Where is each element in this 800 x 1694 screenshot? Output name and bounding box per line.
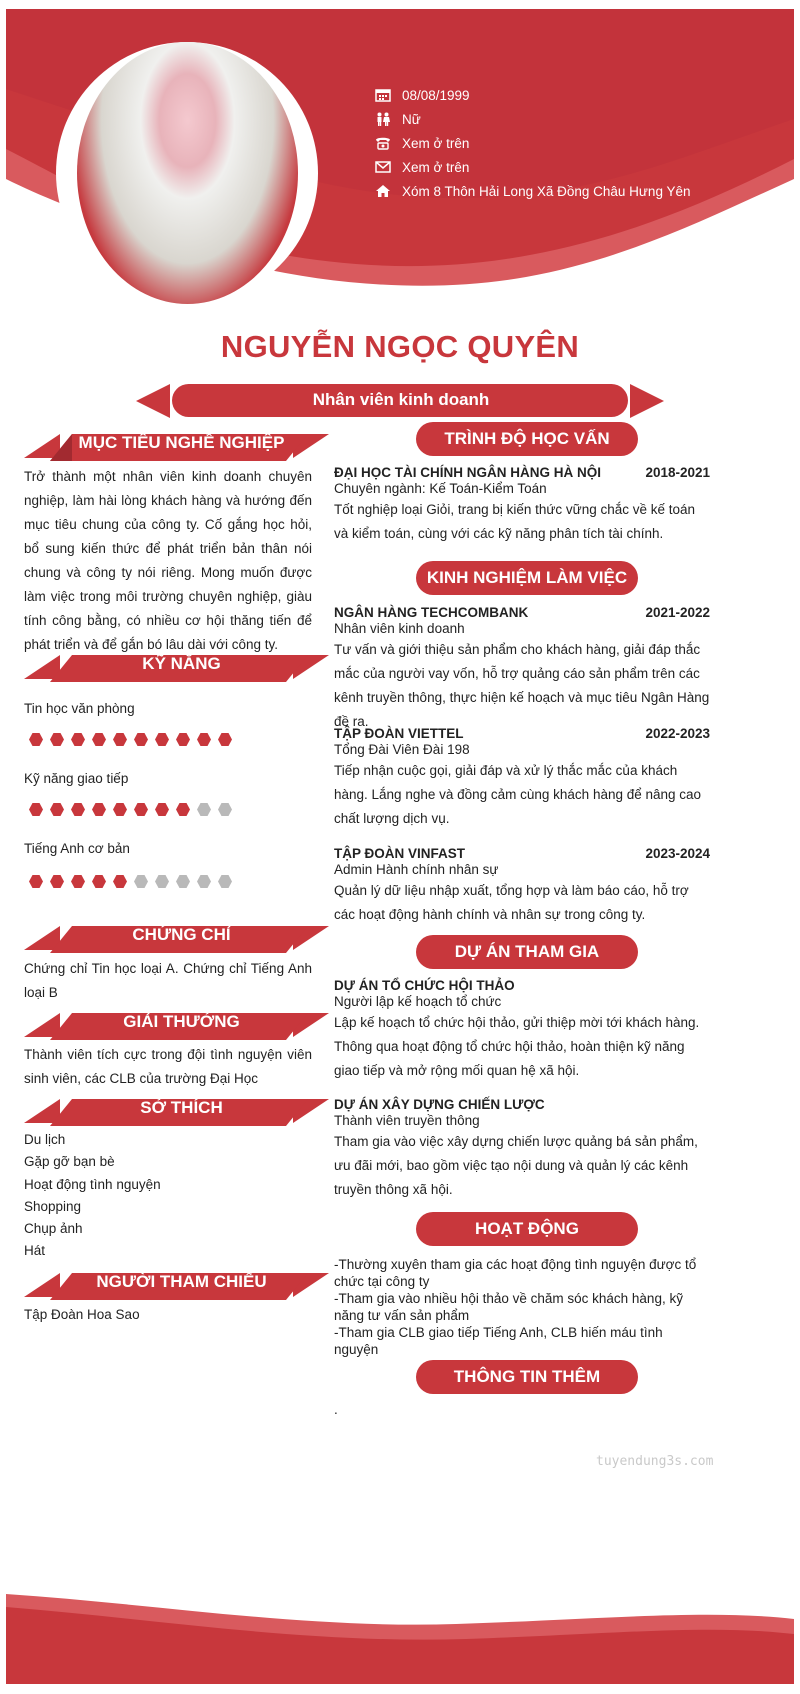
education-major: Chuyên ngành: Kế Toán-Kiểm Toán [334, 481, 547, 496]
education-entry [334, 465, 710, 546]
contact-address-text: Xóm 8 Thôn Hải Long Xã Đồng Châu Hưng Yên [402, 183, 691, 199]
project-entry [334, 978, 710, 1083]
activity-item: -Tham gia CLB giao tiếp Tiếng Anh, CLB hiến máu tình nguyện [334, 1325, 663, 1357]
project-entry [334, 1097, 710, 1202]
section-extra-title: THÔNG TIN THÊM [416, 1360, 638, 1394]
rating-dot-filled [50, 733, 64, 746]
section-objective-title: MỤC TIÊU NGHỀ NGHIỆP [78, 433, 285, 452]
position-title: Nhân viên kinh doanh [312, 390, 490, 409]
project-name: DỰ ÁN XÂY DỰNG CHIẾN LƯỢC [334, 1097, 545, 1112]
experience-entry [334, 846, 710, 927]
phone-icon [374, 136, 392, 150]
rating-dot-filled [155, 733, 169, 746]
contact-phone-text: Xem ở trên [402, 135, 470, 151]
experience-desc: Tiếp nhận cuộc gọi, giải đáp và xử lý thắc mắc của khách hàng. Lắng nghe và đồng cảm cùng khách hàng để nâng cao chất lượng dịch vụ. [334, 763, 702, 826]
rating-dot-filled [71, 733, 85, 746]
rating-dot-filled [197, 733, 211, 746]
skill-label: Tin học văn phòng [24, 701, 135, 716]
rating-dot-filled [155, 803, 169, 816]
experience-entry [334, 726, 710, 831]
hobby-item: Chụp ảnh [24, 1221, 83, 1237]
rating-dot-filled [92, 875, 106, 888]
experience-role: Admin Hành chính nhân sự [334, 862, 499, 877]
section-activities-title: HOẠT ĐỘNG [416, 1212, 638, 1246]
rating-dot-empty [218, 803, 232, 816]
experience-desc: Quản lý dữ liệu nhập xuất, tổng hợp và làm báo cáo, hỗ trợ các hoạt động hành chính và nhân sự trong công ty. [334, 883, 689, 922]
project-role: Thành viên truyền thông [334, 1113, 480, 1128]
avatar-photo [77, 42, 298, 304]
gender-icon [374, 112, 392, 126]
hobby-item: Shopping [24, 1198, 82, 1214]
contact-birthday [374, 83, 690, 107]
rating-dot-filled [92, 733, 106, 746]
hobbies-list [24, 1129, 312, 1263]
rating-dot-filled [134, 803, 148, 816]
section-hobbies-header [24, 1089, 329, 1127]
skill-rating [29, 733, 232, 746]
footer-background [6, 1589, 794, 1684]
avatar-frame [56, 42, 318, 304]
hobby-item: Hát [24, 1243, 46, 1259]
rating-dot-filled [71, 875, 85, 888]
project-name: DỰ ÁN TỔ CHỨC HỘI THẢO [334, 978, 515, 993]
experience-years: 2022-2023 [645, 726, 710, 741]
hobby-item: Du lịch [24, 1132, 66, 1147]
section-experience-title: KINH NGHIỆM LÀM VIỆC [416, 561, 638, 595]
watermark-text: tuyendung3s.com [596, 1454, 714, 1469]
activities-list [334, 1256, 710, 1358]
contact-gender-text: Nữ [402, 111, 421, 127]
rating-dot-empty [197, 803, 211, 816]
experience-entry [334, 605, 710, 734]
rating-dot-filled [113, 733, 127, 746]
section-certificates-title: CHỨNG CHỈ [132, 925, 231, 944]
education-desc: Tốt nghiệp loại Giỏi, trang bị kiến thức vững chắc về kế toán và kiểm toán, cùng với các kỹ năng phân tích tài chính. [334, 502, 696, 541]
rating-dot-empty [176, 875, 190, 888]
company-name: TẬP ĐOÀN VINFAST [334, 846, 466, 861]
experience-desc: Tư vấn và giới thiệu sản phẩm cho khách hàng, giải đáp thắc mắc của người vay vốn, hỗ trợ quảng cáo sản phẩm trên các kênh truyền thông, thực hiện kế hoạch và mục tiêu Ngân Hàng đề ra. [334, 642, 710, 729]
awards-text: Thành viên tích cực trong đội tình nguyện viên sinh viên, các CLB của trường Đại Học [24, 1047, 312, 1086]
project-role: Người lập kế hoạch tổ chức [334, 994, 502, 1009]
rating-dot-filled [218, 733, 232, 746]
rating-dot-filled [29, 733, 43, 746]
section-education-title: TRÌNH ĐỘ HỌC VẤN [416, 422, 638, 456]
rating-dot-filled [50, 803, 64, 816]
activity-item: -Thường xuyên tham gia các hoạt động tình nguyện được tổ chức tại công ty [334, 1257, 697, 1289]
experience-years: 2023-2024 [645, 846, 710, 861]
section-references-title: NGƯỜI THAM CHIẾU [96, 1272, 267, 1291]
rating-dot-empty [197, 875, 211, 888]
rating-dot-filled [113, 803, 127, 816]
rating-dot-filled [134, 733, 148, 746]
project-desc: Lập kế hoạch tổ chức hội thảo, gửi thiệp mời tới khách hàng. Thông qua hoạt động tổ chức hội thảo, hoàn thiện kỹ năng giao tiếp và mở rộng mối quan hệ xã hội. [334, 1015, 700, 1078]
activity-item: -Tham gia vào nhiều hội thảo về chăm sóc khách hàng, kỹ năng tư vấn sản phẩm [334, 1291, 683, 1323]
skill-rating [29, 875, 232, 888]
rating-dot-filled [29, 803, 43, 816]
section-skills-header [24, 645, 329, 683]
section-projects-title: DỰ ÁN THAM GIA [416, 935, 638, 969]
rating-dot-filled [176, 803, 190, 816]
rating-dot-filled [50, 875, 64, 888]
project-desc: Tham gia vào việc xây dựng chiến lược quảng bá sản phẩm, ưu đãi mới, bao gồm việc tạo nội dung và quản lý các kênh truyền thông xã hội. [334, 1134, 698, 1197]
contact-phone [374, 131, 690, 155]
section-objective-header [24, 424, 329, 462]
school-name: ĐẠI HỌC TÀI CHÍNH NGÂN HÀNG HÀ NỘI [334, 465, 601, 480]
rating-dot-empty [134, 875, 148, 888]
education-years: 2018-2021 [645, 465, 710, 480]
section-awards-title: GIẢI THƯỞNG [123, 1012, 240, 1031]
experience-role: Tổng Đài Viên Đài 198 [334, 742, 470, 757]
hobby-item: Hoạt động tình nguyện [24, 1176, 161, 1192]
contact-address [374, 179, 690, 203]
rating-dot-empty [218, 875, 232, 888]
rating-dot-filled [113, 875, 127, 888]
contact-gender [374, 107, 690, 131]
company-name: TẬP ĐOÀN VIETTEL [334, 726, 464, 741]
mail-icon [374, 160, 392, 174]
section-certificates-header [24, 916, 329, 954]
section-awards-header [24, 1003, 329, 1041]
candidate-name: NGUYỄN NGỌC QUYÊN [220, 329, 580, 364]
home-icon [374, 184, 392, 198]
rating-dot-empty [155, 875, 169, 888]
rating-dot-filled [71, 803, 85, 816]
contact-list [374, 83, 690, 203]
calendar-icon [374, 88, 392, 102]
section-hobbies-title: SỞ THÍCH [140, 1098, 223, 1117]
section-references-header [24, 1263, 329, 1301]
section-skills-title: KỸ NĂNG [142, 654, 221, 673]
company-name: NGÂN HÀNG TECHCOMBANK [334, 605, 529, 620]
rating-dot-filled [29, 875, 43, 888]
contact-email[interactable] [374, 155, 690, 179]
skill-label: Tiếng Anh cơ bản [24, 841, 130, 856]
certificates-text: Chứng chỉ Tin học loại A. Chứng chỉ Tiếng Anh loại B [24, 961, 312, 1000]
contact-email-text: Xem ở trên [402, 159, 470, 175]
cv-page [6, 9, 794, 1684]
skill-rating [29, 803, 232, 816]
rating-dot-filled [92, 803, 106, 816]
hobby-item: Gặp gỡ bạn bè [24, 1154, 115, 1170]
references-text: Tập Đoàn Hoa Sao [24, 1307, 140, 1322]
experience-years: 2021-2022 [645, 605, 710, 620]
objective-text: Trở thành một nhân viên kinh doanh chuyên nghiệp, làm hài lòng khách hàng và hướng đến mục tiêu chung của công ty. Cố gắng học hỏi, bổ sung kiến thức để phát triển bản thân nói chung và công ty nói riêng. Mong muốn được làm việc trong môi trường chuyên nghiệp, giàu tính công bằng, có nhiều cơ hội thăng tiến để phát triển và để gắn bó lâu dài với công ty. [24, 469, 312, 652]
experience-role: Nhân viên kinh doanh [334, 621, 465, 636]
rating-dot-filled [176, 733, 190, 746]
contact-birthday-text: 08/08/1999 [402, 87, 470, 103]
skill-label: Kỹ năng giao tiếp [24, 771, 129, 786]
extra-text: . [334, 1402, 338, 1417]
